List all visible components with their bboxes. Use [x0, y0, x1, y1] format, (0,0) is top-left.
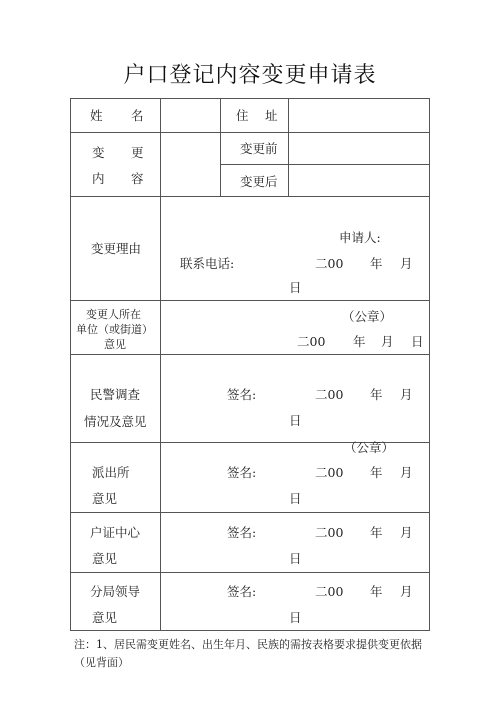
after-label: 变更后 [240, 174, 278, 189]
station-label-1: 派出所 [92, 465, 130, 480]
date-year: 年 [370, 525, 383, 540]
address-label-1: 住 [236, 108, 249, 123]
date-prefix: 二00 [315, 256, 344, 271]
reason-label: 变更理由 [91, 241, 142, 256]
date-prefix: 二00 [315, 525, 344, 540]
date-prefix: 二00 [315, 584, 344, 599]
unit-label-2: 单位（或街道） [76, 323, 153, 336]
before-label: 变更前 [240, 141, 278, 156]
row-divider [70, 132, 430, 133]
sign-label: 签名: [227, 584, 257, 599]
date-prefix: 二00 [315, 387, 344, 402]
applicant-label: 申请人: [339, 230, 381, 245]
police-label-1: 民警调查 [90, 387, 141, 402]
name-field[interactable] [162, 100, 218, 130]
date-month: 月 [400, 525, 413, 540]
phone-label: 联系电话: [180, 256, 235, 271]
sign-label: 签名: [227, 465, 257, 480]
row-divider [70, 354, 430, 355]
branch-label-1: 分局领导 [90, 584, 141, 599]
date-year: 年 [370, 584, 383, 599]
address-label-2: 址 [265, 108, 278, 123]
center-label-2: 意见 [92, 551, 118, 566]
date-day: 日 [289, 413, 302, 428]
change-label-4: 容 [131, 171, 144, 186]
date-month: 月 [400, 256, 413, 271]
table-border-right [429, 98, 430, 630]
seal-label: （公章） [344, 440, 395, 455]
seal-label: （公章） [342, 309, 393, 324]
change-label-1: 变 [92, 145, 105, 160]
sign-label: 签名: [227, 387, 257, 402]
station-label-2: 意见 [92, 491, 118, 506]
change-label-3: 内 [92, 171, 105, 186]
center-label-1: 户证中心 [90, 525, 141, 540]
table-border-top [70, 98, 430, 99]
unit-label-3: 意见 [104, 338, 126, 351]
change-label-2: 更 [131, 145, 144, 160]
table-border-bottom [70, 630, 430, 631]
name-label-2: 名 [131, 108, 144, 123]
before-field[interactable] [290, 134, 426, 162]
name-label-1: 姓 [90, 108, 103, 123]
after-field[interactable] [290, 166, 426, 194]
date-prefix: 二00 [297, 334, 326, 349]
date-day: 日 [289, 551, 302, 566]
row-divider [70, 196, 430, 197]
footnote: 注：1、居民需变更姓名、出生年月、民族的需按表格要求提供变更依据（见背面） [74, 638, 422, 669]
date-year: 年 [370, 256, 383, 271]
date-month: 月 [400, 465, 413, 480]
application-table [70, 98, 430, 630]
label-column-divider [160, 98, 161, 630]
form-title: 户口登记内容变更申请表 [123, 63, 377, 88]
date-day: 日 [289, 280, 302, 295]
police-label-2: 情况及意见 [84, 414, 147, 429]
row-divider [70, 300, 430, 301]
column-divider [220, 98, 221, 196]
branch-label-2: 意见 [92, 610, 118, 625]
unit-label-1: 变更人所在 [86, 308, 141, 321]
date-day: 日 [411, 334, 424, 349]
date-year: 年 [353, 334, 366, 349]
row-divider [70, 572, 430, 573]
date-month: 月 [400, 387, 413, 402]
date-year: 年 [370, 465, 383, 480]
date-day: 日 [289, 610, 302, 625]
date-year: 年 [370, 387, 383, 402]
column-divider [288, 98, 289, 196]
address-field[interactable] [290, 100, 426, 130]
date-day: 日 [289, 491, 302, 506]
date-prefix: 二00 [315, 465, 344, 480]
table-border-left [70, 98, 71, 630]
date-month: 月 [400, 584, 413, 599]
change-divider [220, 164, 430, 165]
date-month: 月 [381, 334, 394, 349]
row-divider [70, 512, 430, 513]
sign-label: 签名: [227, 525, 257, 540]
